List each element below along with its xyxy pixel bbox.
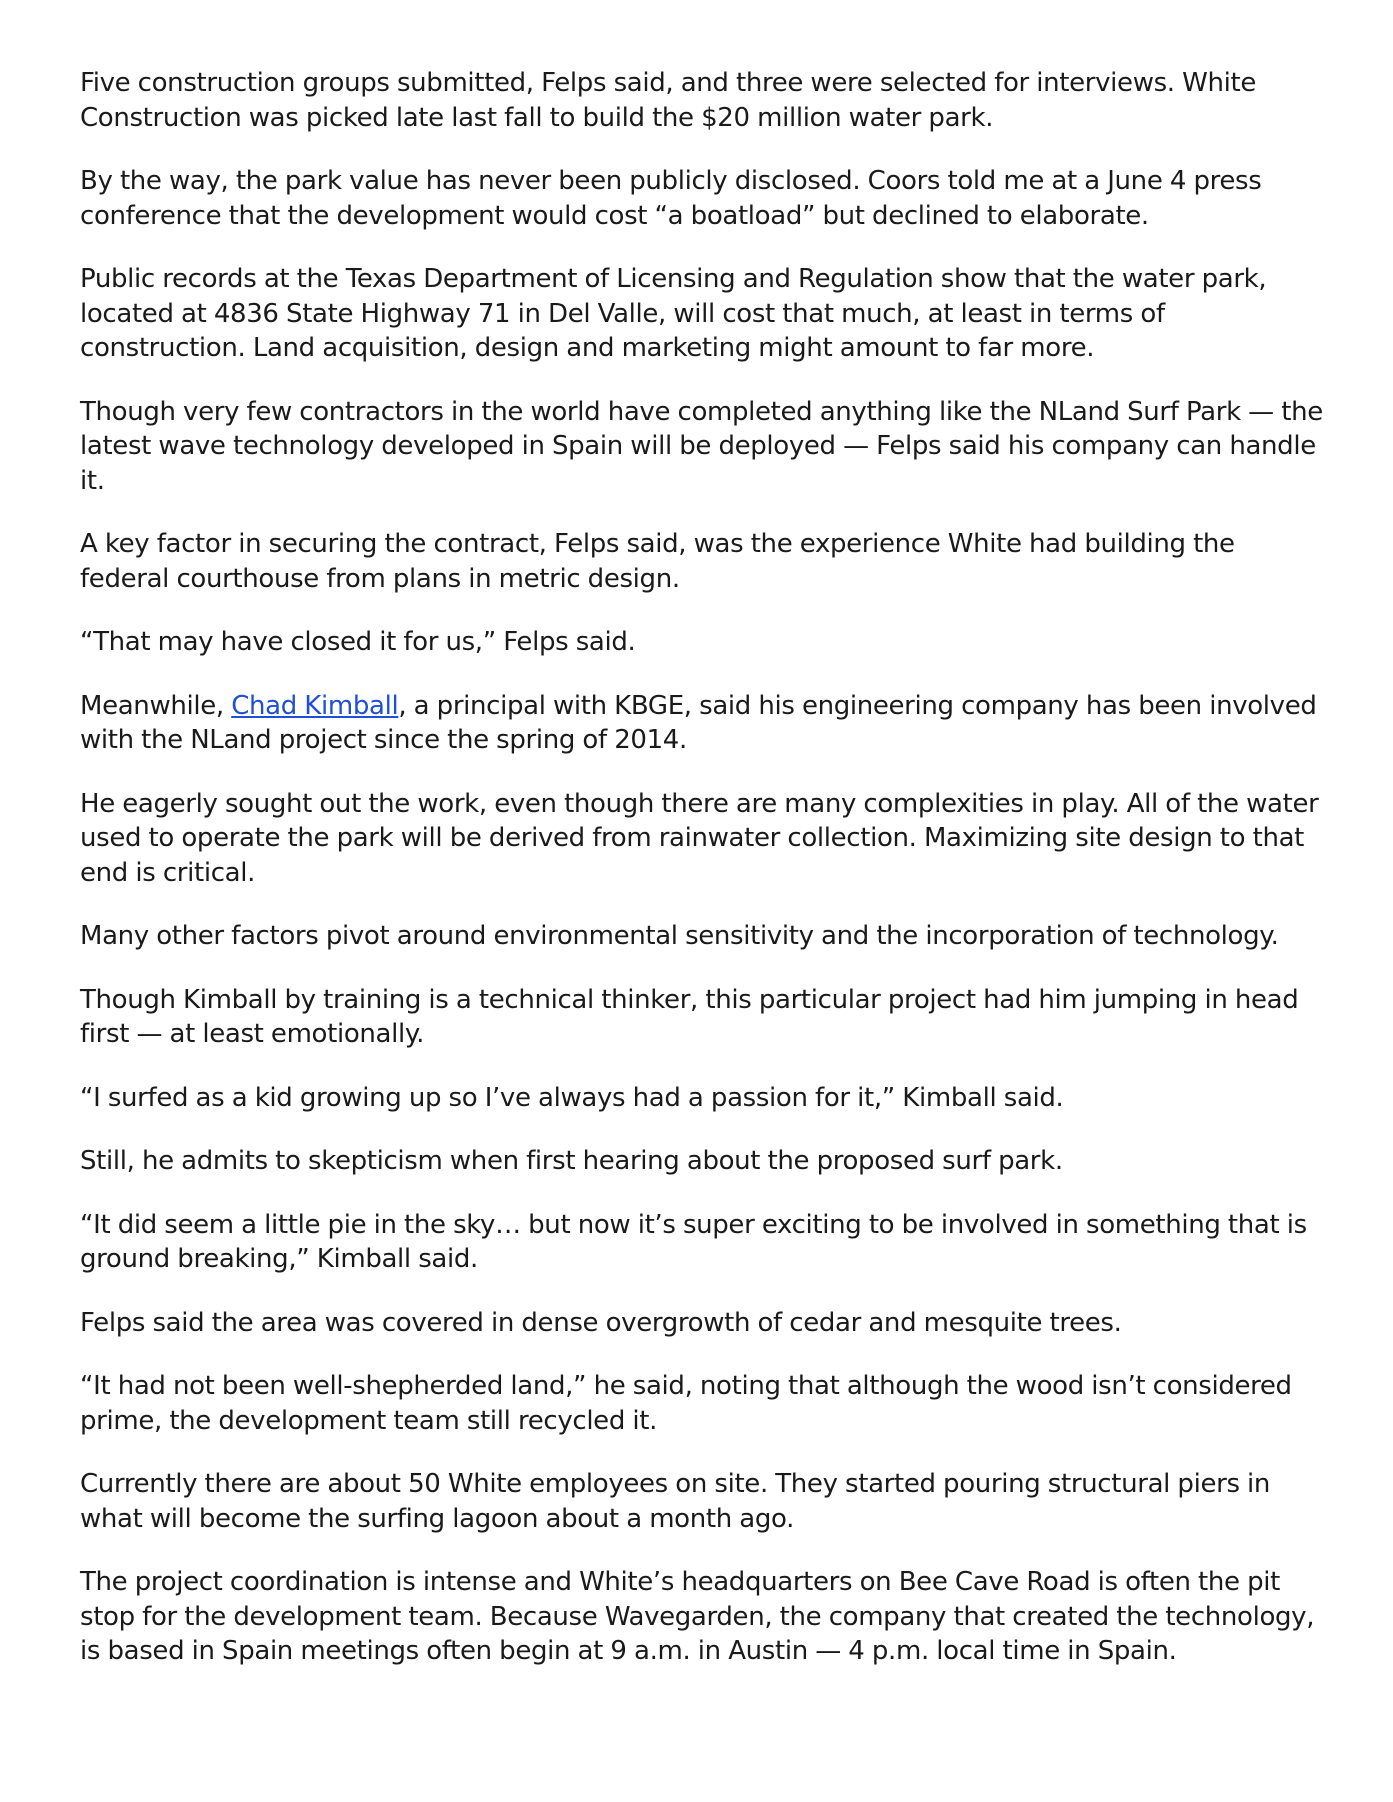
paragraph: “It had not been well-shepherded land,” he said, noting that although the wood isn’t considered prime, the development team still recycled it.: [80, 1371, 1292, 1436]
paragraph-text: , a principal with KBGE, said his engineering company has been involved with the NLand project since the spring of 2014.: [80, 690, 1317, 755]
paragraph: Still, he admits to skepticism when first hearing about the proposed surf park.: [80, 1146, 1063, 1176]
paragraph: A key factor in securing the contract, Felps said, was the experience White had building the federal courthouse from plans in metric design.: [80, 529, 1235, 594]
paragraph: “That may have closed it for us,” Felps said.: [80, 627, 636, 657]
paragraph: “It did seem a little pie in the sky… but now it’s super exciting to be involved in something that is ground breaking,” Kimball said.: [80, 1209, 1307, 1274]
paragraph: Public records at the Texas Department of Licensing and Regulation show that the water park, located at 4836 State Highway 71 in Del Valle, will cost that much, at least in terms of construction. Land acquisition, design and marketing might amount to far more.: [80, 264, 1267, 363]
chad-kimball-link[interactable]: Chad Kimball: [231, 690, 399, 721]
paragraph: Though very few contractors in the world have completed anything like the NLand Surf Park — the latest wave technology developed in Spain will be deployed — Felps said his company can handle it.: [80, 396, 1323, 496]
paragraph: Though Kimball by training is a technical thinker, this particular project had him jumping in head first — at least emotionally.: [80, 984, 1299, 1049]
paragraph: By the way, the park value has never been publicly disclosed. Coors told me at a June 4 press conference that the development would cost “a boatload” but declined to elaborate.: [80, 166, 1262, 231]
paragraph: Many other factors pivot around environmental sensitivity and the incorporation of technology.: [80, 921, 1279, 951]
paragraph: Felps said the area was covered in dense overgrowth of cedar and mesquite trees.: [80, 1307, 1122, 1338]
paragraph: The project coordination is intense and White’s headquarters on Bee Cave Road is often the pit stop for the development team. Because Wavegarden, the company that created the technology, is based in Spain meetings often begin at 9 a.m. in Austin — 4 p.m. local time in Spain.: [80, 1567, 1315, 1666]
article-body: [80, 66, 1330, 1698]
paragraph: Five construction groups submitted, Felps said, and three were selected for interviews. White Construction was picked late last fall to build the $20 million water park.: [80, 68, 1256, 133]
paragraph-text: Meanwhile,: [80, 690, 232, 721]
paragraph: “I surfed as a kid growing up so I’ve always had a passion for it,” Kimball said.: [80, 1082, 1064, 1113]
paragraph-with-link: [80, 689, 1330, 758]
paragraph: Currently there are about 50 White employees on site. They started pouring structural piers in what will become the surfing lagoon about a month ago.: [80, 1469, 1271, 1534]
paragraph: He eagerly sought out the work, even though there are many complexities in play. All of the water used to operate the park will be derived from rainwater collection. Maximizing site design to that end is critical.: [80, 788, 1319, 888]
